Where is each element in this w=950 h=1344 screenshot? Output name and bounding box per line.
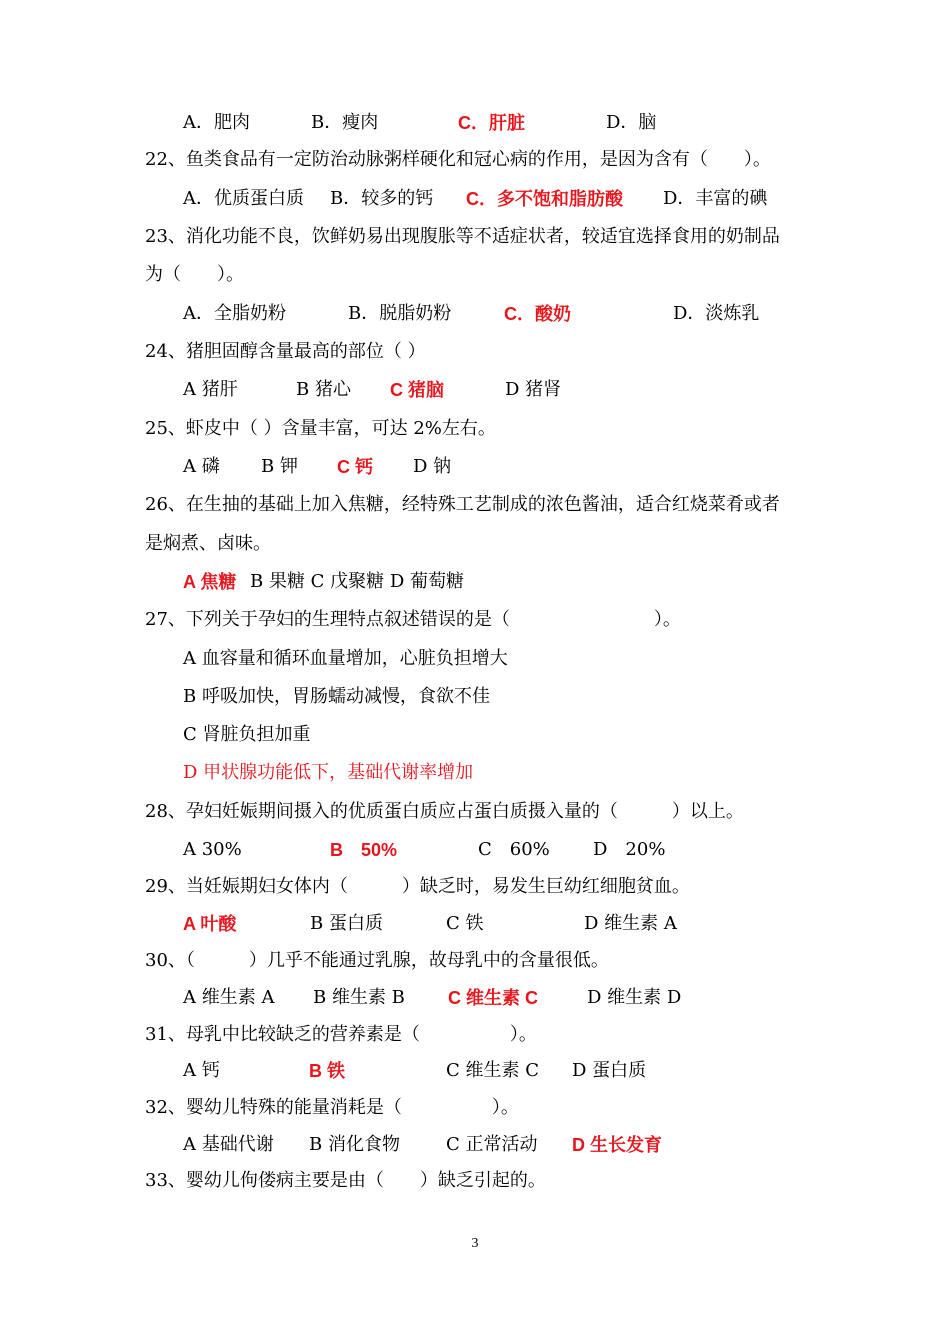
option-text: D．丰富的碘 (663, 188, 768, 209)
option-text: B．瘦肉 (311, 112, 379, 133)
option-text: D 猪肾 (505, 379, 562, 400)
answer-option: A 叶酸 (183, 914, 237, 934)
option-text: A．肥肉 (183, 112, 250, 133)
option-text: D 20% (593, 839, 666, 860)
question-text: 22、鱼类食品有一定防治动脉粥样硬化和冠心病的作用，是因为含有（ ）。 (145, 149, 771, 170)
option-text: A．全脂奶粉 (183, 303, 286, 324)
option-text: C 肾脏负担加重 (183, 724, 311, 745)
answer-option: C 猪脑 (390, 380, 444, 400)
option-text: A 磷 (183, 456, 220, 477)
option-text: B 维生素 B (313, 987, 405, 1008)
option-text: C 铁 (446, 913, 484, 934)
answer-option: D 生长发育 (572, 1135, 662, 1155)
option-text: B 消化食物 (309, 1134, 400, 1155)
answer-option: C．肝脏 (458, 113, 525, 133)
option-text: C 维生素 C (446, 1060, 539, 1081)
option-text: C 60% (478, 839, 550, 860)
option-text: D 维生素 A (584, 913, 677, 934)
question-text: 是焖煮、卤味。 (145, 533, 271, 554)
question-text: 26、在生抽的基础上加入焦糖，经特殊工艺制成的浓色酱油，适合红烧菜肴或者 (145, 494, 780, 515)
option-text: B 钾 (261, 456, 298, 477)
option-text: D．淡炼乳 (673, 303, 760, 324)
option-text: C 正常活动 (446, 1134, 538, 1155)
option-text: B．较多的钙 (330, 188, 434, 209)
question-text: 为（ ）。 (145, 264, 244, 285)
question-text: 28、孕妇妊娠期间摄入的优质蛋白质应占蛋白质摄入量的（ ）以上。 (145, 801, 744, 822)
option-text: B 呼吸加快，胃肠蠕动减慢，食欲不佳 (183, 686, 490, 707)
question-text: 33、婴幼儿佝偻病主要是由（ ）缺乏引起的。 (145, 1170, 546, 1191)
option-text: B 猪心 (296, 379, 351, 400)
page-number: 3 (471, 1236, 479, 1251)
option-text: D 维生素 D (587, 987, 682, 1008)
option-text: A．优质蛋白质 (183, 188, 304, 209)
option-text: D 钠 (413, 456, 452, 477)
option-text: B 蛋白质 (310, 913, 383, 934)
question-text: 29、当妊娠期妇女体内（ ）缺乏时，易发生巨幼红细胞贫血。 (145, 876, 690, 897)
option-text: A 30% (183, 839, 242, 860)
option-text: D 蛋白质 (572, 1060, 647, 1081)
option-text: A 基础代谢 (183, 1134, 274, 1155)
option-text: D．脑 (606, 112, 657, 133)
answer-option: C．多不饱和脂肪酸 (466, 189, 623, 209)
question-text: 25、虾皮中（ ）含量丰富，可达 2%左右。 (145, 418, 496, 439)
option-text: A 维生素 A (183, 987, 275, 1008)
answer-option: C 维生素 C (448, 988, 538, 1008)
answer-option: A 焦糖 (183, 572, 237, 592)
option-text: D 甲状腺功能低下，基础代谢率增加 (183, 762, 474, 783)
answer-option: B 铁 (309, 1061, 345, 1081)
option-text: A 钙 (183, 1060, 220, 1081)
question-text: 27、下列关于孕妇的生理特点叙述错误的是（ ）。 (145, 609, 681, 630)
answer-option: C 钙 (337, 457, 373, 477)
question-text: 32、婴幼儿特殊的能量消耗是（ ）。 (145, 1097, 519, 1118)
question-text: 24、猪胆固醇含量最高的部位（ ） (145, 341, 426, 362)
question-text: 23、消化功能不良，饮鲜奶易出现腹胀等不适症状者，较适宜选择食用的奶制品 (145, 226, 780, 247)
question-text: 30、（ ）几乎不能通过乳腺，故母乳中的含量很低。 (145, 950, 609, 971)
option-text: B．脱脂奶粉 (348, 303, 452, 324)
question-text: 31、母乳中比较缺乏的营养素是（ ）。 (145, 1024, 537, 1045)
option-text: B 果糖 C 戊聚糖 D 葡萄糖 (250, 571, 465, 592)
option-text: A 猪肝 (183, 379, 238, 400)
answer-option: C．酸奶 (504, 304, 571, 324)
option-text: A 血容量和循环血量增加，心脏负担增大 (183, 648, 508, 669)
answer-option: B 50% (330, 840, 398, 860)
